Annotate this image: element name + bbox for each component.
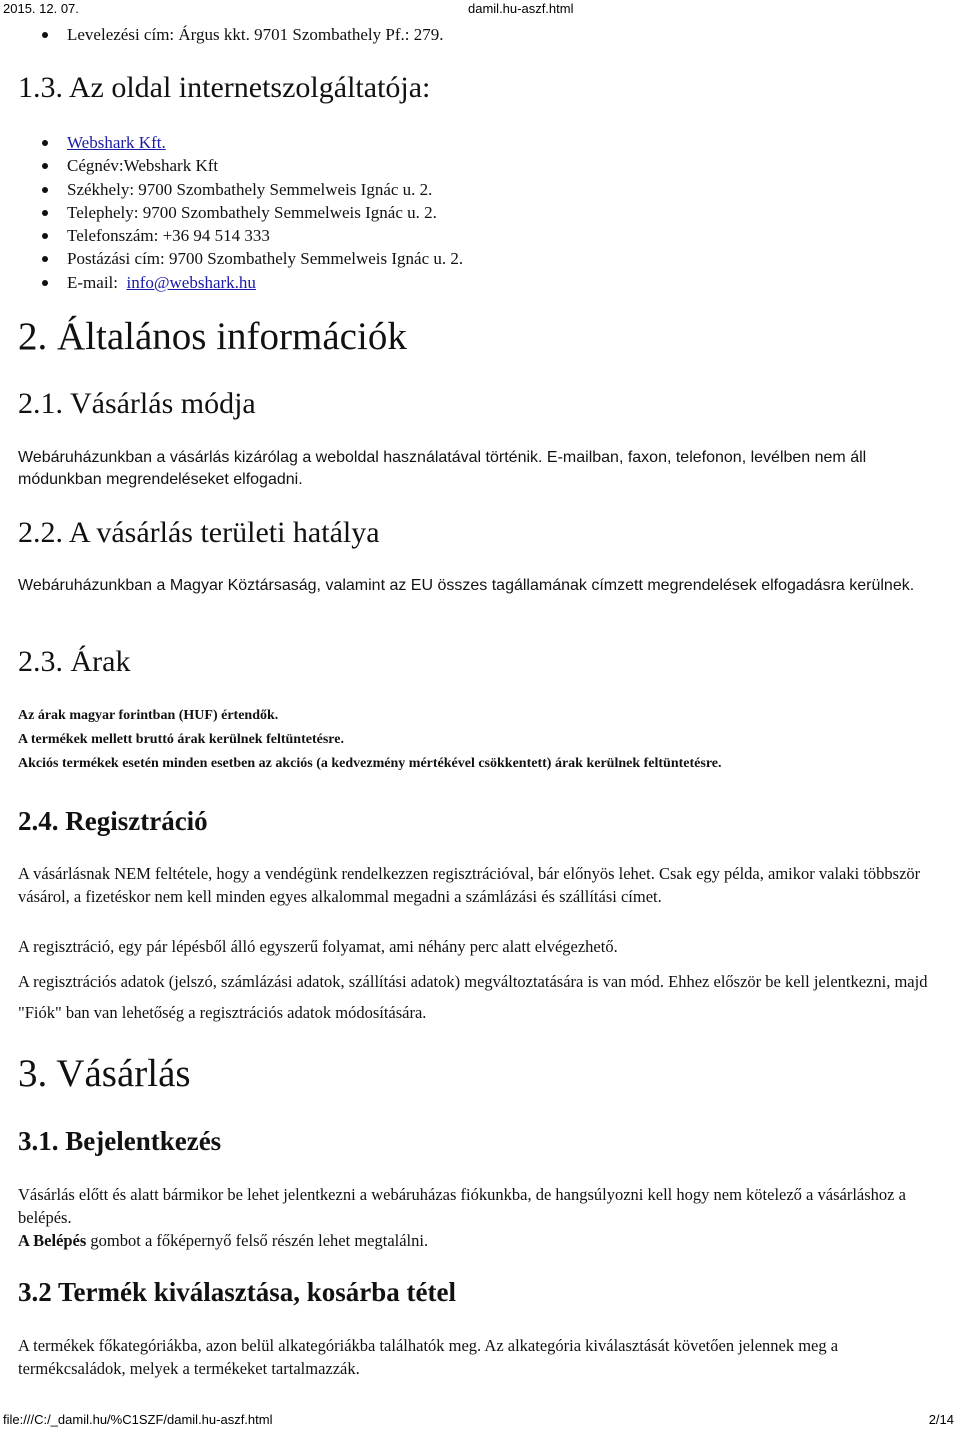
print-title: damil.hu-aszf.html — [468, 1, 574, 16]
bullet-icon — [42, 163, 48, 169]
section-3-2-heading: 3.2 Termék kiválasztása, kosárba tétel — [18, 1277, 456, 1307]
section-3-heading: 3. Vásárlás — [18, 1052, 191, 1095]
product-selection-p1: A termékek főkategóriákba, azon belül alkategóriákba találhatók meg. Az alkategória kiválasztását követően jelennek meg a termékcsaládok, melyek a termékeket tartalmazzák. — [18, 1336, 839, 1378]
login-p1: Vásárlás előtt és alatt bármikor be lehet jelentkezni a webáruházas fiókunkba, de hangsúlyozni kell hogy nem kötelező a vásárláshoz a belépés. — [18, 1185, 906, 1227]
price-note: Akciós termékek esetén minden esetben az akciós (a kedvezmény mértékével csökkentett) árak kerülnek feltüntetésre. — [18, 756, 722, 771]
registration-p1: A vásárlásnak NEM feltétele, hogy a vendégünk rendelkezzen regisztrációval, bár előnyös lehet. Csak egy példa, amikor valaki többször vásárol, a fizetéskor nem kell minden egyes alkalommal megadni a számlázási és szállítási címet. — [18, 864, 921, 906]
bullet-icon — [42, 140, 48, 146]
list-item: Telephely: 9700 Szombathely Semmelweis Ignác u. 2. — [0, 201, 463, 224]
print-footer — [0, 1412, 960, 1430]
bullet-icon — [42, 32, 48, 38]
section-2-2-text: Webáruházunkban a Magyar Köztársaság, valamint az EU összes tagállamának címzett megrendelések elfogadásra kerülnek. — [18, 577, 915, 594]
bullet-icon — [42, 233, 48, 239]
bullet-icon — [42, 187, 48, 193]
list-item: Székhely: 9700 Szombathely Semmelweis Ignác u. 2. — [0, 178, 463, 201]
section-2-1-text: Webáruházunkban a vásárlás kizárólag a weboldal használatával történik. E-mailban, faxon, telefonon, levélben nem áll módunkban megrendeléseket elfogadni. — [18, 449, 867, 488]
registration-p3: A regisztrációs adatok (jelszó, számlázási adatok, szállítási adatok) megváltoztatására is van mód. Ehhez először be kell jelentkezni, majd "Fiók" ban van lehetőség a regisztrációs adatok módosítására. — [18, 972, 928, 1022]
print-header — [0, 0, 960, 18]
bullet-icon — [42, 256, 48, 262]
login-button-name: A Belépés — [18, 1231, 87, 1250]
list-item: Telefonszám: +36 94 514 333 — [0, 224, 463, 247]
registration-p2: A regisztráció, egy pár lépésből álló egyszerű folyamat, ami néhány perc alatt elvégezhető. — [18, 937, 618, 956]
list-item: E-mail: info@webshark.hu — [0, 271, 463, 294]
bullet-icon — [42, 280, 48, 286]
prices-notes — [18, 704, 722, 776]
page-number: 2/14 — [928, 1412, 954, 1427]
section-1-3-heading: 1.3. Az oldal internetszolgáltatója: — [18, 71, 431, 104]
list-item — [0, 131, 463, 154]
section-2-1-heading: 2.1. Vásárlás módja — [18, 387, 256, 420]
section-2-2-heading: 2.2. A vásárlás területi hatálya — [18, 516, 380, 549]
price-note: Az árak magyar forintban (HUF) értendők. — [18, 708, 279, 723]
provider-list — [0, 131, 463, 294]
list-item: Postázási cím: 9700 Szombathely Semmelweis Ignác u. 2. — [0, 247, 463, 270]
contact-list — [0, 23, 443, 46]
section-2-4-heading: 2.4. Regisztráció — [18, 806, 208, 836]
list-item: Cégnév:Webshark Kft — [0, 154, 463, 177]
price-note: A termékek mellett bruttó árak kerülnek feltüntetésre. — [18, 732, 344, 747]
print-url: file:///C:/_damil.hu/%C1SZF/damil.hu-aszf.html — [3, 1412, 273, 1427]
webshark-link[interactable]: Webshark Kft. — [67, 133, 166, 152]
section-2-3-heading: 2.3. Árak — [18, 645, 131, 678]
login-p2: A Belépés gombot a főképernyő felső részén lehet megtalálni. — [18, 1231, 429, 1250]
section-2-heading: 2. Általános információk — [18, 315, 407, 358]
email-link[interactable]: info@webshark.hu — [126, 272, 256, 292]
bullet-icon — [42, 210, 48, 216]
print-date: 2015. 12. 07. — [3, 1, 79, 16]
list-item: Levelezési cím: Árgus kkt. 9701 Szombathely Pf.: 279. — [0, 23, 443, 46]
section-3-1-heading: 3.1. Bejelentkezés — [18, 1126, 222, 1156]
